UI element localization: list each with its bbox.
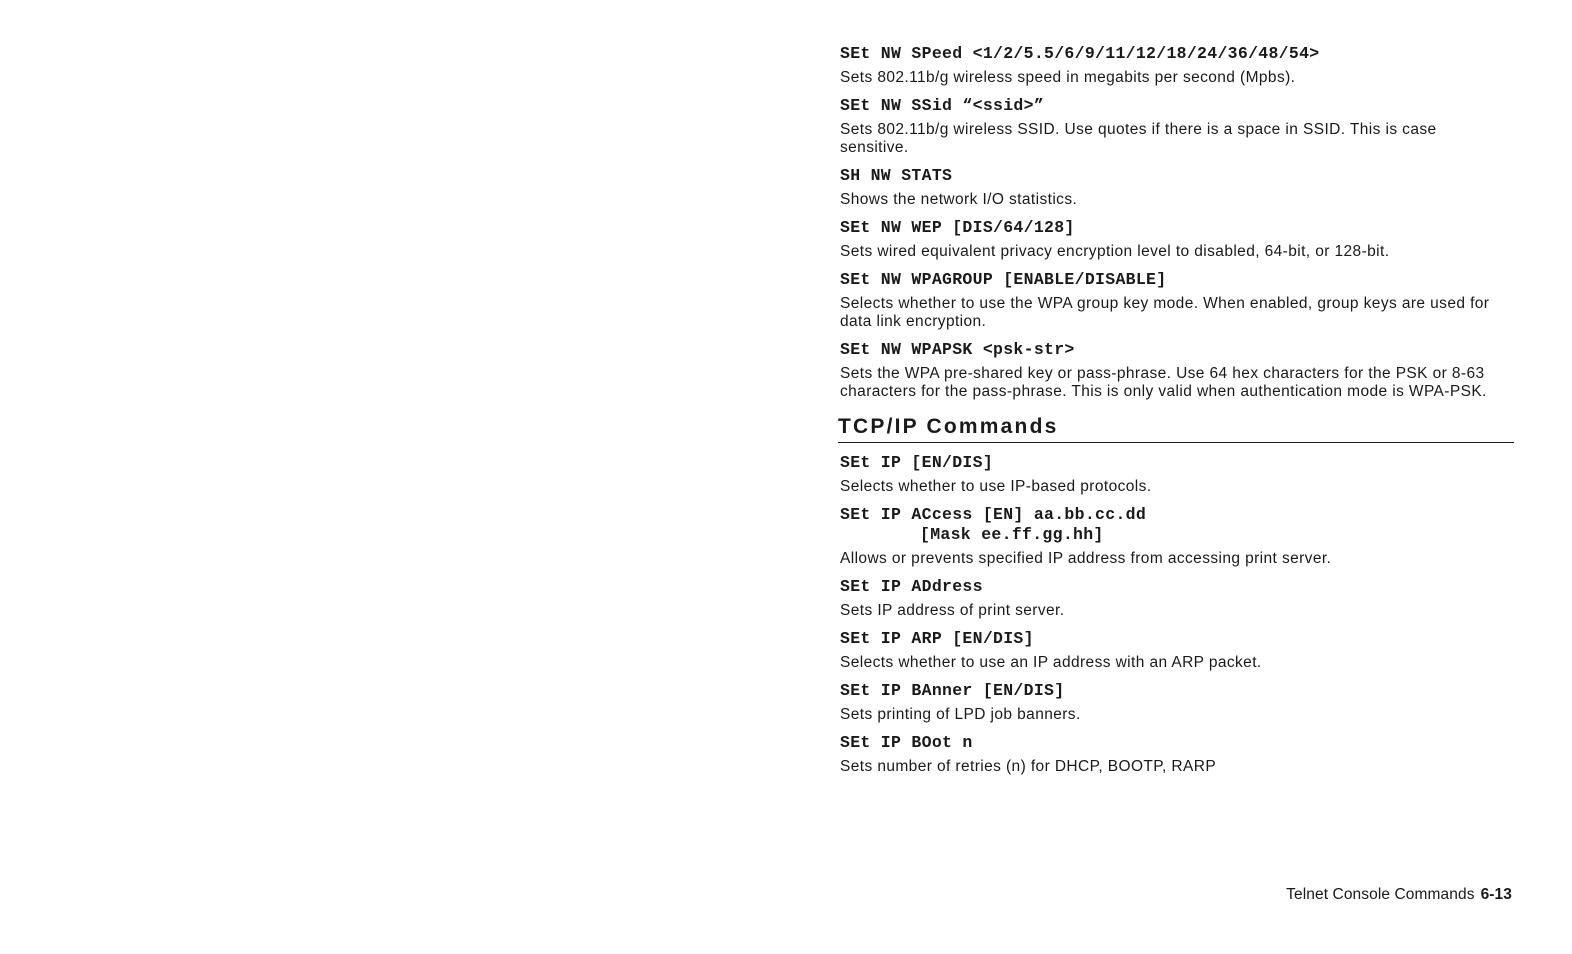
command-description: Sets IP address of print server. (840, 602, 1065, 619)
command-continuation-line: [Mask ee.ff.gg.hh] (920, 525, 1104, 544)
command-line: SEt NW WPAGROUP [ENABLE/DISABLE] (840, 270, 1167, 289)
command-description: Selects whether to use an IP address with an ARP packet. (840, 654, 1262, 671)
command-syntax (840, 577, 1514, 597)
command-description: Shows the network I/O statistics. (840, 191, 1078, 208)
command-line: SEt IP ACcess [EN] aa.bb.cc.dd (840, 505, 1147, 524)
section-title: TCP/IP Commands (838, 415, 1514, 443)
command-syntax (840, 44, 1514, 64)
command-line: SEt NW WPAPSK <psk-str> (840, 340, 1075, 359)
command-syntax (840, 270, 1514, 290)
command-description: Selects whether to use IP-based protocols. (840, 478, 1152, 495)
command-syntax (840, 681, 1514, 701)
command-syntax (840, 453, 1514, 473)
footer-chapter: Telnet Console Commands (1286, 886, 1475, 903)
command-description: Selects whether to use the WPA group key mode. When enabled, group keys are used for data link encryption. (840, 295, 1490, 330)
command-line: SEt NW SPeed <1/2/5.5/6/9/11/12/18/24/36/48/54> (840, 44, 1320, 63)
command-syntax (840, 733, 1514, 753)
command-description: Sets the WPA pre-shared key or pass-phrase. Use 64 hex characters for the PSK or 8-63 characters for the pass-phrase. This is only valid when authentication mode is WPA-PSK. (840, 365, 1487, 400)
nw-command-list (840, 44, 1514, 401)
command-line: SEt IP BAnner [EN/DIS] (840, 681, 1065, 700)
command-description: Allows or prevents specified IP address from accessing print server. (840, 550, 1332, 567)
command-description: Sets 802.11b/g wireless speed in megabits per second (Mpbs). (840, 69, 1296, 86)
command-syntax (840, 505, 1514, 545)
command-line: SH NW STATS (840, 166, 953, 185)
command-syntax (840, 96, 1514, 116)
command-syntax (840, 340, 1514, 360)
command-syntax (840, 629, 1514, 649)
page-footer (1100, 886, 1512, 904)
command-line: SEt IP ADdress (840, 577, 983, 596)
content-column (840, 44, 1514, 785)
command-line: SEt NW WEP [DIS/64/128] (840, 218, 1075, 237)
tcpip-command-list (840, 453, 1514, 776)
page-number: 6-13 (1480, 886, 1512, 903)
command-line: SEt IP [EN/DIS] (840, 453, 994, 472)
command-description: Sets 802.11b/g wireless SSID. Use quotes if there is a space in SSID. This is case sensitive. (840, 121, 1437, 156)
command-line: SEt IP BOot n (840, 733, 973, 752)
command-description: Sets number of retries (n) for DHCP, BOOTP, RARP (840, 758, 1217, 775)
command-description: Sets printing of LPD job banners. (840, 706, 1081, 723)
command-line: SEt NW SSid “<ssid>” (840, 96, 1045, 115)
command-syntax (840, 166, 1514, 186)
command-line: SEt IP ARP [EN/DIS] (840, 629, 1034, 648)
command-syntax (840, 218, 1514, 238)
command-description: Sets wired equivalent privacy encryption level to disabled, 64-bit, or 128-bit. (840, 243, 1390, 260)
